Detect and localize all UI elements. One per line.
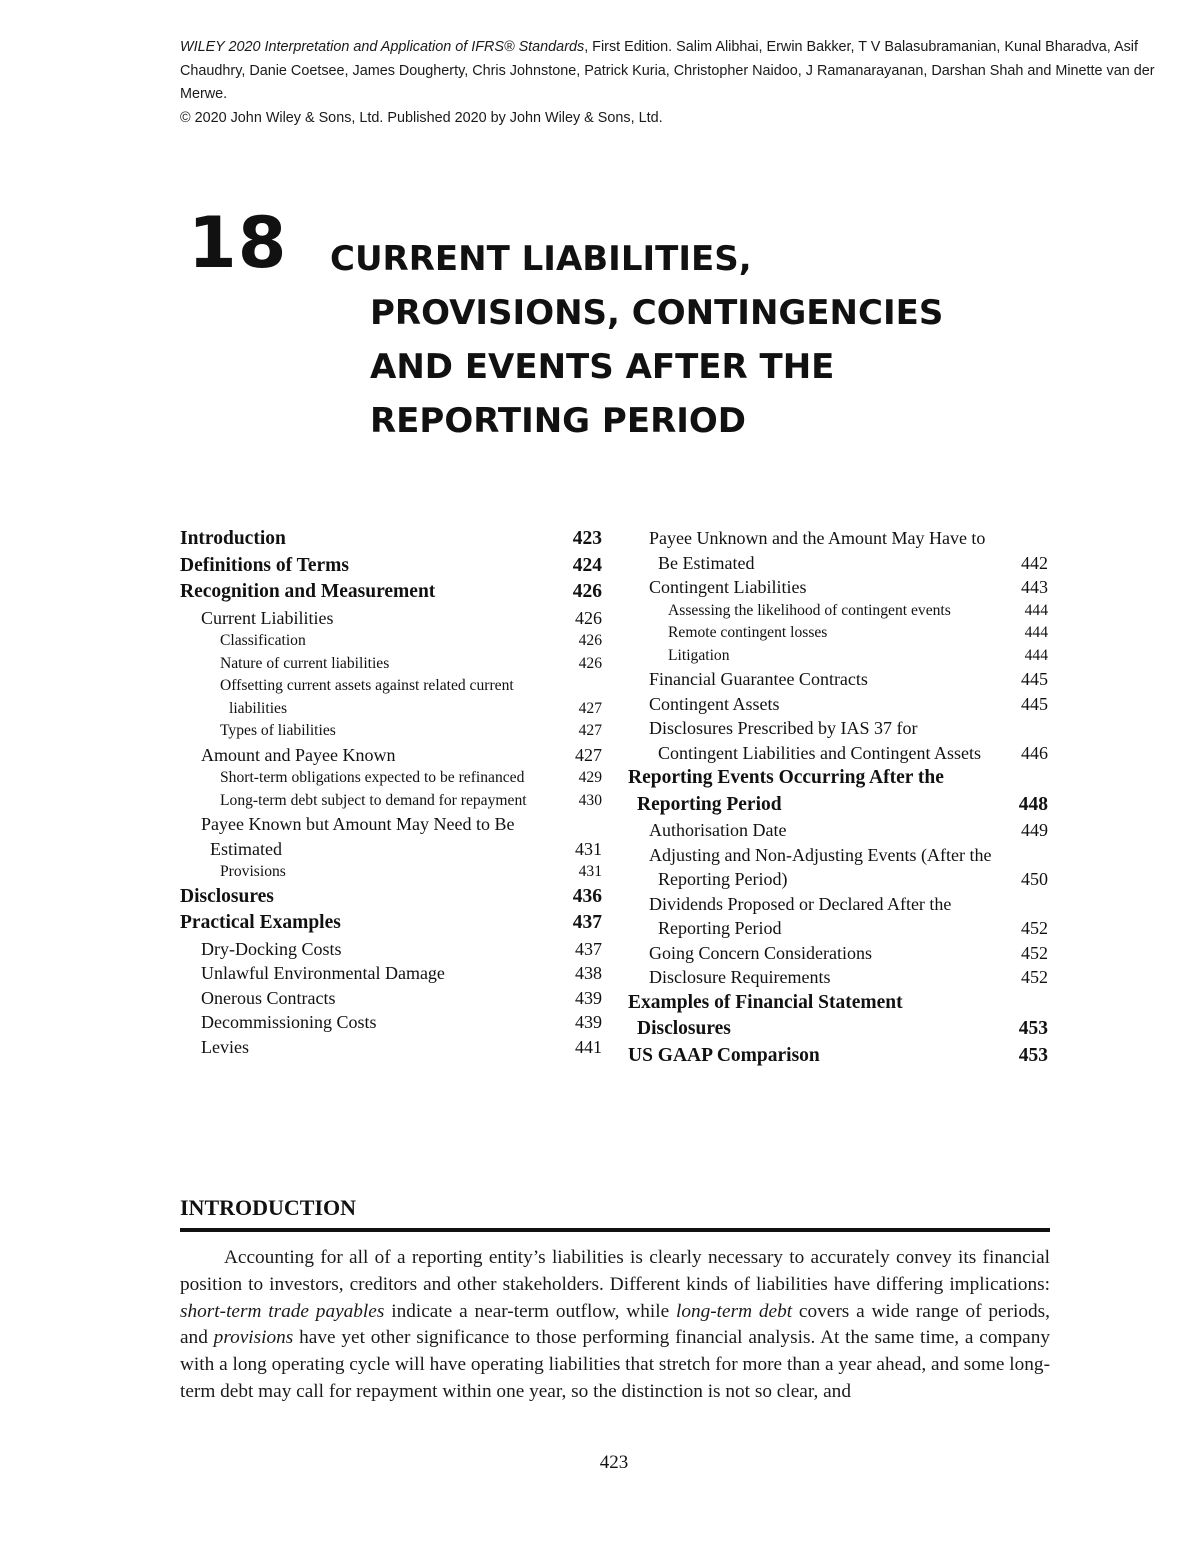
toc-entry-title: Payee Known but Amount May Need to Be Estimated bbox=[201, 814, 515, 859]
toc-entry-title: Definitions of Terms bbox=[180, 554, 350, 576]
toc-entry-title: Authorisation Date bbox=[649, 820, 787, 840]
toc-entry bbox=[628, 990, 1048, 1043]
book-title: WILEY 2020 Interpretation and Application of IFRS® Standards bbox=[180, 39, 585, 55]
toc-entry-title: Going Concern Considerations bbox=[649, 942, 872, 963]
toc-entry-title: Contingent Assets bbox=[649, 693, 780, 714]
toc-entry-title: Practical Examples bbox=[180, 912, 341, 933]
toc-entry-title: Dry-Docking Costs bbox=[201, 938, 342, 959]
toc-entry bbox=[180, 1035, 602, 1060]
toc-entry-title: Disclosure Requirements bbox=[649, 967, 831, 987]
toc-entry-title: Recognition and Measurement bbox=[180, 581, 436, 602]
introduction-paragraph: Accounting for all of a reporting entity’s liabilities is clearly necessary to accurately convey its financial position to investors, creditors and other stakeholders. Different kinds of liabilities have differing implications: short-term trade payables indicate a near-term outflow, while long-term debt covers a wide range of periods, and provisions have yet other significance to those performing financial analysis. At the same time, a company with a long operating cycle will have operating liabilities that stretch for more than a year ahead, and some long-term debt may call for repayment within one year, so the distinction is not so clear, and bbox=[180, 1247, 1051, 1402]
toc-entry bbox=[628, 622, 1048, 645]
toc-entry-title: Contingent Liabilities bbox=[649, 577, 807, 597]
toc-entry-page: 423 bbox=[572, 528, 602, 549]
toc-entry-title: Introduction bbox=[180, 528, 286, 549]
toc-entry-title: Provisions bbox=[220, 863, 286, 880]
toc-entry-page: 446 bbox=[1021, 742, 1048, 763]
toc-entry bbox=[180, 630, 602, 653]
toc-entry-title: Decommissioning Costs bbox=[201, 1012, 377, 1032]
chapter-title bbox=[330, 232, 943, 448]
chapter-title-line: AND EVENTS AFTER THE bbox=[370, 347, 835, 387]
toc-entry bbox=[180, 526, 602, 553]
toc-entry-page: 437 bbox=[575, 938, 602, 959]
toc-entry-page: 426 bbox=[578, 632, 602, 649]
toc-entry-title: Long-term debt subject to demand for repayment bbox=[220, 791, 527, 809]
toc-entry bbox=[180, 743, 602, 768]
toc-entry-page: 443 bbox=[1021, 577, 1048, 597]
toc-entry bbox=[628, 692, 1048, 717]
toc-entry bbox=[628, 716, 1048, 765]
toc-entry bbox=[628, 1043, 1048, 1070]
toc-entry bbox=[180, 861, 602, 884]
toc-entry-title: Disclosures bbox=[180, 885, 274, 907]
heading-rule bbox=[180, 1228, 1050, 1232]
chapter-number: 18 bbox=[188, 202, 288, 284]
toc-entry bbox=[180, 986, 602, 1011]
toc-entry-page: 427 bbox=[578, 722, 602, 739]
toc-entry bbox=[180, 812, 602, 861]
toc-entry-title: Disclosures Prescribed by IAS 37 for Contingent Liabilities and Contingent Assets bbox=[649, 718, 981, 763]
toc-entry-page: 445 bbox=[1021, 669, 1048, 689]
emphasis-term: long-term debt bbox=[675, 1300, 793, 1322]
toc-entry bbox=[628, 667, 1048, 692]
toc-entry-page: 427 bbox=[578, 699, 602, 717]
toc-entry bbox=[180, 579, 602, 606]
chapter-title-line: PROVISIONS, CONTINGENCIES bbox=[370, 293, 944, 333]
chapter-title-line: CURRENT LIABILITIES, bbox=[330, 239, 752, 279]
toc-entry-title: Reporting Events Occurring After the Reporting Period bbox=[628, 767, 944, 815]
toc-entry-title: Assessing the likelihood of contingent events bbox=[668, 601, 951, 619]
page-number: 423 bbox=[599, 1452, 629, 1473]
toc-entry-title: Amount and Payee Known bbox=[201, 744, 396, 765]
toc-entry-page: 438 bbox=[575, 963, 602, 983]
toc-entry bbox=[628, 941, 1048, 966]
chapter-title-line: REPORTING PERIOD bbox=[370, 401, 747, 441]
toc-entry bbox=[180, 961, 602, 986]
toc-entry bbox=[628, 843, 1048, 892]
toc-entry-title: Classification bbox=[220, 632, 306, 649]
toc-entry-page: 453 bbox=[1018, 1044, 1048, 1066]
toc-entry-title: Levies bbox=[201, 1036, 249, 1057]
toc-entry-page: 426 bbox=[572, 581, 602, 602]
toc-entry-title: Onerous Contracts bbox=[201, 987, 336, 1008]
toc-entry-title: Remote contingent losses bbox=[668, 624, 828, 641]
toc-entry bbox=[180, 606, 602, 631]
toc-entry-title: Unlawful Environmental Damage bbox=[201, 963, 445, 983]
book-credits: , First Edition. Salim Alibhai, Erwin Bakker, T V Balasubramanian, Kunal Bharadva, Asif Chaudhry, Danie Coetsee, James Dougherty, Chris Johnstone, Patrick Kuria, Christopher Naidoo, J Ramanarayanan, Darshan Shah and Minette van der Merwe. bbox=[180, 39, 1155, 102]
toc-entry-page: 431 bbox=[578, 863, 602, 880]
toc-entry bbox=[180, 720, 602, 743]
toc-entry bbox=[628, 645, 1048, 668]
toc-entry-page: 436 bbox=[572, 885, 602, 907]
toc-entry-page: 429 bbox=[578, 769, 602, 786]
emphasis-term: provisions bbox=[213, 1327, 294, 1349]
toc-entry-page: 439 bbox=[575, 987, 602, 1008]
toc-entry bbox=[628, 765, 1048, 818]
toc-entry-page: 437 bbox=[572, 912, 602, 933]
toc-entry bbox=[180, 937, 602, 962]
toc-entry-page: 442 bbox=[1021, 552, 1048, 573]
toc-entry bbox=[180, 910, 602, 937]
toc-entry-page: 430 bbox=[578, 791, 602, 809]
table-of-contents-right bbox=[628, 526, 1048, 1069]
toc-entry-title: Current Liabilities bbox=[201, 607, 334, 628]
toc-entry bbox=[628, 600, 1048, 623]
toc-entry-title: Litigation bbox=[668, 646, 730, 664]
toc-entry-page: 426 bbox=[578, 654, 602, 672]
toc-entry-title: US GAAP Comparison bbox=[628, 1044, 820, 1066]
toc-entry-title: Examples of Financial Statement Disclosures bbox=[628, 991, 903, 1039]
citation-header bbox=[180, 36, 1160, 130]
emphasis-term: short-term trade payables bbox=[180, 1300, 385, 1322]
toc-entry bbox=[180, 767, 602, 790]
toc-entry bbox=[180, 884, 602, 911]
toc-entry-title: Types of liabilities bbox=[220, 722, 336, 739]
toc-entry-page: 426 bbox=[575, 607, 602, 628]
copyright-line: © 2020 John Wiley & Sons, Ltd. Published 2020 by John Wiley & Sons, Ltd. bbox=[180, 109, 663, 126]
toc-entry-title: Dividends Proposed or Declared After the Reporting Period bbox=[649, 893, 952, 938]
toc-entry bbox=[628, 526, 1048, 575]
toc-entry bbox=[180, 1010, 602, 1035]
toc-entry bbox=[180, 675, 602, 720]
toc-entry-title: Nature of current liabilities bbox=[220, 654, 390, 672]
toc-entry bbox=[180, 790, 602, 813]
toc-entry-title: Financial Guarantee Contracts bbox=[649, 669, 868, 689]
toc-entry-page: 452 bbox=[1021, 942, 1048, 963]
toc-entry-page: 444 bbox=[1024, 624, 1048, 641]
toc-entry bbox=[628, 892, 1048, 941]
toc-entry bbox=[180, 653, 602, 676]
toc-entry-page: 452 bbox=[1021, 918, 1048, 938]
toc-entry-page: 448 bbox=[1018, 793, 1048, 815]
toc-entry-page: 431 bbox=[575, 838, 602, 859]
toc-entry-title: Adjusting and Non-Adjusting Events (After the Reporting Period) bbox=[649, 844, 992, 889]
toc-entry-page: 452 bbox=[1021, 967, 1048, 987]
toc-entry bbox=[628, 575, 1048, 600]
toc-entry-page: 453 bbox=[1018, 1018, 1048, 1039]
toc-entry-page: 424 bbox=[572, 554, 602, 576]
toc-entry-page: 449 bbox=[1021, 820, 1048, 840]
toc-entry-page: 439 bbox=[575, 1012, 602, 1032]
toc-entry bbox=[180, 553, 602, 580]
toc-entry-title: Short-term obligations expected to be refinanced bbox=[220, 769, 525, 786]
toc-entry-title: Offsetting current assets against related current liabilities bbox=[220, 677, 514, 717]
toc-entry-page: 445 bbox=[1021, 693, 1048, 714]
section-heading: INTRODUCTION bbox=[180, 1195, 357, 1220]
toc-entry-page: 444 bbox=[1024, 601, 1048, 619]
toc-entry-page: 444 bbox=[1024, 646, 1048, 664]
table-of-contents-left bbox=[180, 526, 602, 1059]
toc-entry-page: 441 bbox=[575, 1036, 602, 1057]
toc-entry bbox=[628, 965, 1048, 990]
toc-entry-page: 450 bbox=[1021, 869, 1048, 889]
toc-entry-title: Payee Unknown and the Amount May Have to Be Estimated bbox=[649, 528, 986, 573]
toc-entry-page: 427 bbox=[575, 744, 602, 765]
toc-entry bbox=[628, 818, 1048, 843]
